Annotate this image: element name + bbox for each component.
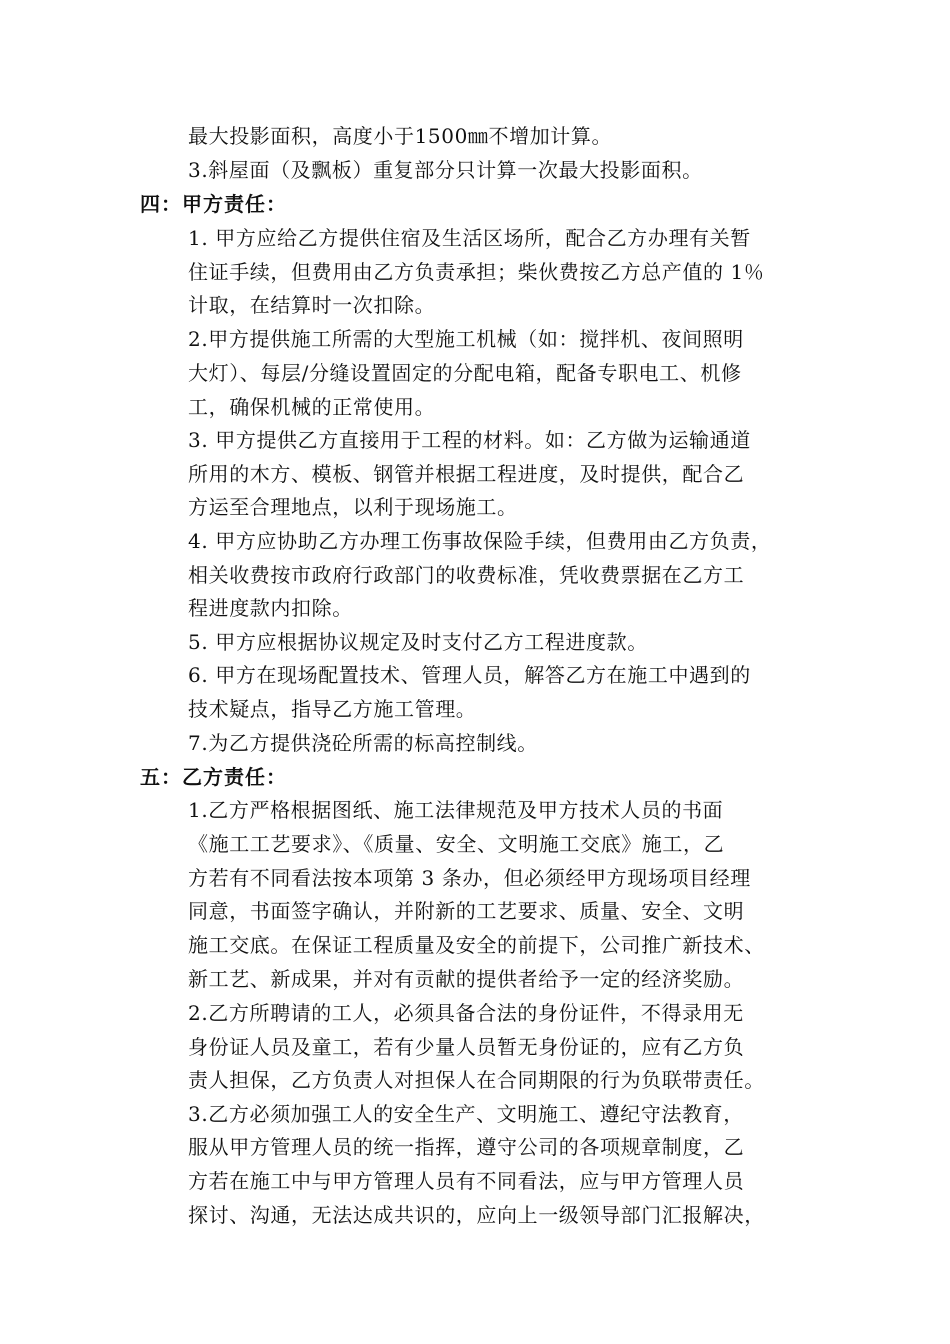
paragraph-line: 方若在施工中与甲方管理人员有不同看法，应与甲方管理人员 bbox=[188, 1169, 745, 1193]
paragraph-line: 工，确保机械的正常使用。 bbox=[188, 395, 436, 419]
paragraph-line: 身份证人员及童工，若有少量人员暂无身份证的，应有乙方负 bbox=[188, 1035, 745, 1059]
paragraph-line: 方运至合理地点，以利于现场施工。 bbox=[188, 495, 518, 519]
paragraph-line: 4. 甲方应协助乙方办理工伤事故保险手续，但费用由乙方负责， bbox=[188, 529, 772, 553]
paragraph-line: 7.为乙方提供浇砼所需的标高控制线。 bbox=[188, 731, 538, 755]
paragraph-line: 程进度款内扣除。 bbox=[188, 596, 353, 620]
paragraph-line: 责人担保，乙方负责人对担保人在合同期限的行为负联带责任。 bbox=[188, 1068, 765, 1092]
paragraph-line: 1. 甲方应给乙方提供住宿及生活区场所，配合乙方办理有关暂 bbox=[188, 226, 751, 250]
section-heading: 四：甲方责任： bbox=[140, 192, 287, 216]
paragraph-line: 5. 甲方应根据协议规定及时支付乙方工程进度款。 bbox=[188, 630, 648, 654]
paragraph-line: 技术疑点，指导乙方施工管理。 bbox=[188, 697, 477, 721]
paragraph-line: 2.乙方所聘请的工人，必须具备合法的身份证件，不得录用无 bbox=[188, 1001, 744, 1025]
paragraph-line: 同意，书面签字确认，并附新的工艺要求、质量、安全、文明 bbox=[188, 899, 745, 923]
paragraph-line: 3.乙方必须加强工人的安全生产、文明施工、遵纪守法教育， bbox=[188, 1102, 744, 1126]
paragraph-line: 方若有不同看法按本项第 3 条办，但必须经甲方现场项目经理 bbox=[188, 866, 751, 890]
paragraph-line: 住证手续，但费用由乙方负责承担；柴伙费按乙方总产值的 1％ bbox=[188, 260, 765, 284]
paragraph-line: 所用的木方、模板、钢管并根据工程进度，及时提供，配合乙 bbox=[188, 462, 745, 486]
paragraph-line: 新工艺、新成果，并对有贡献的提供者给予一定的经济奖励。 bbox=[188, 967, 745, 991]
paragraph-line: 6. 甲方在现场配置技术、管理人员，解答乙方在施工中遇到的 bbox=[188, 663, 751, 687]
paragraph-line: 服从甲方管理人员的统一指挥，遵守公司的各项规章制度，乙 bbox=[188, 1135, 745, 1159]
paragraph-line: 2.甲方提供施工所需的大型施工机械（如：搅拌机、夜间照明 bbox=[188, 327, 744, 351]
paragraph-line: 大灯）、每层/分缝设置固定的分配电箱，配备专职电工、机修 bbox=[188, 361, 742, 385]
paragraph-line: 计取，在结算时一次扣除。 bbox=[188, 293, 436, 317]
paragraph-line: 1.乙方严格根据图纸、施工法律规范及甲方技术人员的书面 bbox=[188, 798, 724, 822]
paragraph-line: 3.斜屋面（及飘板）重复部分只计算一次最大投影面积。 bbox=[188, 158, 703, 182]
paragraph-line: 相关收费按市政府行政部门的收费标准，凭收费票据在乙方工 bbox=[188, 563, 745, 587]
section-heading: 五：乙方责任： bbox=[140, 765, 287, 789]
paragraph-line: 《施工工艺要求》、《质量、安全、文明施工交底》施工，乙 bbox=[188, 832, 725, 856]
paragraph-line: 3. 甲方提供乙方直接用于工程的材料。如：乙方做为运输通道 bbox=[188, 428, 751, 452]
paragraph-line: 探讨、沟通，无法达成共识的，应向上一级领导部门汇报解决， bbox=[188, 1203, 765, 1227]
paragraph-line: 最大投影面积，高度小于1500㎜不增加计算。 bbox=[188, 124, 613, 148]
paragraph-line: 施工交底。在保证工程质量及安全的前提下，公司推广新技术、 bbox=[188, 933, 765, 957]
